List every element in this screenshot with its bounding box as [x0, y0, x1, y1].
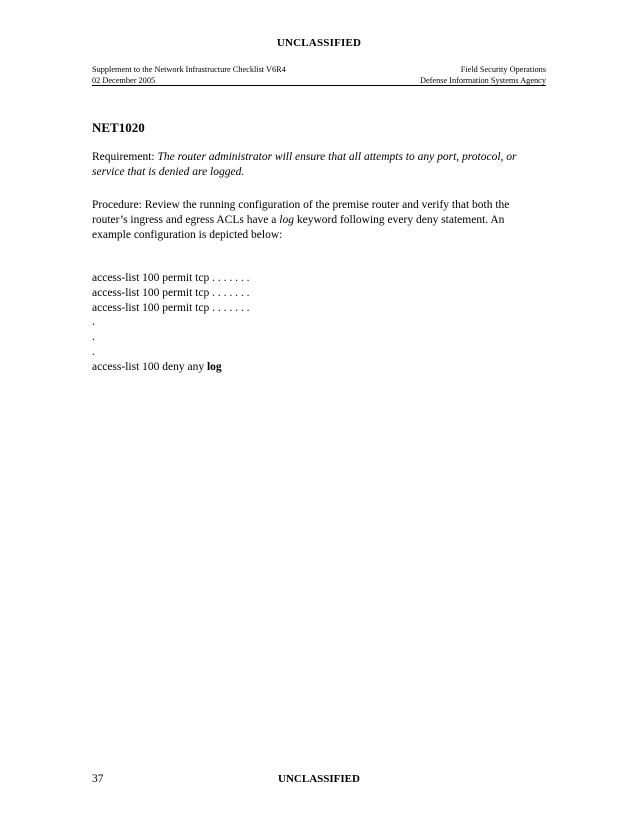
- page-footer: [92, 773, 546, 789]
- header-document-title: Supplement to the Network Infrastructure Checklist V6R4: [92, 65, 286, 74]
- page-header: [92, 64, 546, 86]
- example-configuration: [92, 271, 546, 375]
- section-heading: NET1020: [92, 120, 145, 135]
- header-agency: Defense Information Systems Agency: [419, 76, 546, 85]
- requirement-text: The router administrator will ensure that all attempts to any port, protocol, or service that is denied are logged.: [92, 151, 517, 178]
- classification-banner-bottom: UNCLASSIFIED: [278, 773, 360, 785]
- config-ellipsis-dot: .: [92, 345, 95, 358]
- header-divider: [92, 85, 546, 86]
- header-date: 02 December 2005: [92, 76, 156, 85]
- config-ellipsis-dot: .: [92, 331, 95, 344]
- procedure-keyword: log: [279, 214, 294, 226]
- config-line: access-list 100 permit tcp . . . . . . .: [92, 272, 250, 284]
- procedure-paragraph: [92, 198, 546, 243]
- header-row-1: [92, 64, 546, 75]
- config-ellipsis-dot: .: [92, 316, 95, 329]
- config-deny-line: [92, 360, 546, 375]
- requirement-paragraph: [92, 150, 546, 180]
- classification-banner-top: UNCLASSIFIED: [276, 37, 362, 49]
- procedure-text-start: Procedure: Review the running configuration of the premise router and verify that both the router’s ingress and egress ACLs have a: [92, 199, 510, 226]
- header-organization: Field Security Operations: [460, 65, 546, 74]
- config-deny-statement: access-list 100 deny any: [92, 360, 207, 373]
- requirement-label: Requirement:: [92, 151, 158, 163]
- document-body: [92, 120, 546, 375]
- config-line: access-list 100 permit tcp . . . . . . .: [92, 301, 250, 314]
- config-line: access-list 100 permit tcp . . . . . . .: [92, 286, 250, 299]
- procedure-text-end: keyword following every deny statement. An example configuration is depicted below:: [92, 214, 505, 241]
- page-number: 37: [92, 773, 104, 785]
- config-log-keyword: log: [206, 360, 222, 373]
